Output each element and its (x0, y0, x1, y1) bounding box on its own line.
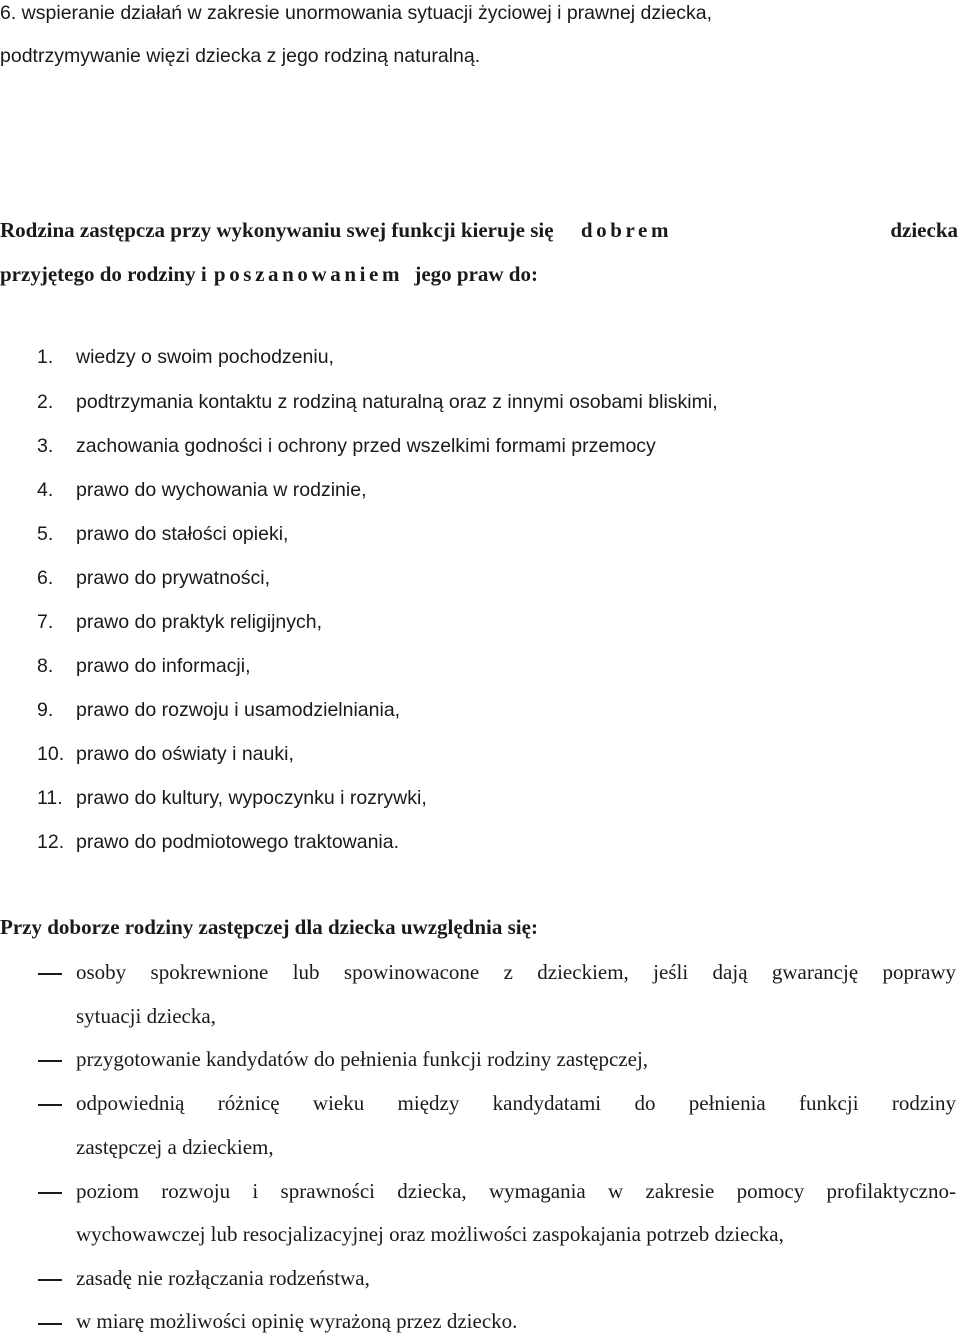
list-item: 12. prawo do podmiotowego traktowania. (37, 831, 400, 853)
list-item-line: w miarę możliwości opinię wyrażoną przez dziecko. (76, 1309, 518, 1333)
dash-bullet-icon (38, 1060, 62, 1062)
list-item: 11. prawo do kultury, wypoczynku i rozrywki, (37, 787, 427, 809)
list-item: 4. prawo do wychowania w rodzinie, (37, 479, 367, 501)
dash-bullet-icon (38, 1323, 62, 1325)
list-item-line: poziom rozwoju i sprawności dziecka, wymagania w zakresie pomocy profilaktyczno- (76, 1179, 956, 1203)
principle-emphasis-dobrem: dobrem (580, 218, 673, 242)
principle-line-1 (0, 218, 958, 242)
list-item-line: zastępczej a dzieckiem, (76, 1135, 274, 1159)
list-item: 5. prawo do stałości opieki, (37, 523, 289, 545)
list-item-line: wychowawczej lub resocjalizacyjnej oraz możliwości zaspokajania potrzeb dziecka, (76, 1222, 784, 1246)
dash-bullet-icon (38, 1192, 62, 1194)
principle-text: jego praw do: (414, 262, 538, 286)
list-item: 9. prawo do rozwoju i usamodzielniania, (37, 699, 401, 721)
dash-bullet-icon (38, 1279, 62, 1281)
list-item: 3. zachowania godności i ochrony przed wszelkimi formami przemocy (37, 435, 656, 457)
list-item-line: zasadę nie rozłączania rodzeństwa, (76, 1266, 370, 1290)
list-item: 10. prawo do oświaty i nauki, (37, 743, 294, 765)
principle-line-2 (0, 262, 538, 286)
dash-bullet-icon (38, 1104, 62, 1106)
list-item: 6. prawo do prywatności, (37, 567, 271, 589)
intro-item-line-1: 6. wspieranie działań w zakresie unormowania sytuacji życiowej i prawnej dziecka, (0, 2, 713, 24)
list-item: 7. prawo do praktyk religijnych, (37, 611, 323, 633)
list-item: 8. prawo do informacji, (37, 655, 251, 677)
principle-text: przyjętego do rodziny i (0, 262, 207, 286)
list-item: 2. podtrzymania kontaktu z rodziną naturalną oraz z innymi osobami bliskimi, (37, 391, 718, 413)
list-item-line: osoby spokrewnione lub spowinowacone z dzieckiem, jeśli dają gwarancję poprawy (76, 960, 956, 984)
list-item-line: odpowiednią różnicę wieku między kandydatami do pełnienia funkcji rodziny (76, 1091, 956, 1115)
list-item-line: sytuacji dziecka, (76, 1004, 216, 1028)
principle-text: Rodzina zastępcza przy wykonywaniu swej funkcji kieruje się (0, 218, 554, 242)
principle-text: dziecka (890, 218, 958, 242)
intro-item-line-2: podtrzymywanie więzi dziecka z jego rodziną naturalną. (0, 45, 481, 67)
principle-emphasis-poszanowaniem: poszanowaniem (213, 262, 404, 286)
list-item-line: przygotowanie kandydatów do pełnienia funkcji rodziny zastępczej, (76, 1047, 649, 1071)
selection-heading: Przy doborze rodziny zastępczej dla dziecka uwzględnia się: (0, 915, 538, 939)
dash-bullet-icon (38, 973, 62, 975)
list-item: 1. wiedzy o swoim pochodzeniu, (37, 346, 334, 368)
